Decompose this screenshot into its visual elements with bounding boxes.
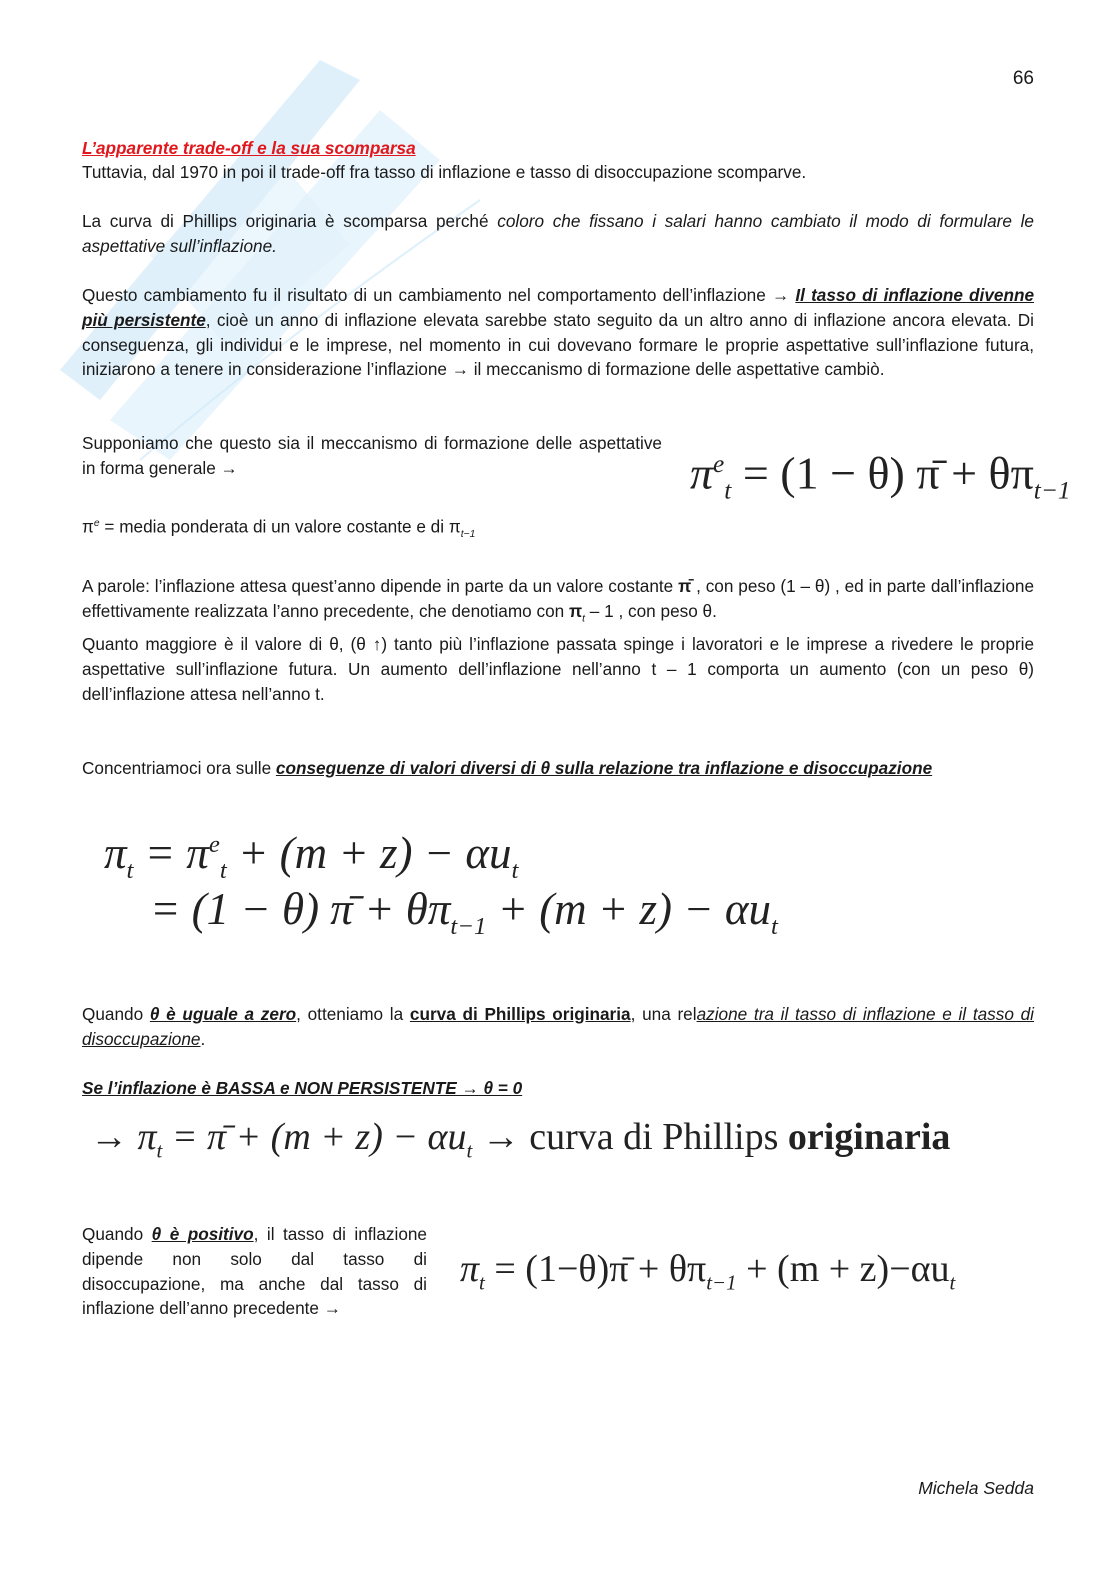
subscript-t-minus-1: t−1 bbox=[706, 1270, 737, 1295]
emphasis-text: θ è positivo bbox=[151, 1224, 254, 1244]
subscript-t: t bbox=[219, 857, 227, 884]
subscript-t: t bbox=[771, 913, 778, 940]
text-span: , otteniamo la bbox=[296, 1004, 410, 1024]
text-span: , una rel bbox=[630, 1004, 697, 1024]
subscript-t: t bbox=[582, 613, 586, 625]
equation-inflation-line-2 bbox=[150, 876, 778, 960]
author-footer: Michela Sedda bbox=[918, 1478, 1034, 1498]
emphasis-text: azione tra il tasso di inflazione e il tasso di disoccupazione bbox=[82, 1004, 1034, 1049]
subscript-t: t bbox=[126, 857, 134, 884]
subscript-t-minus-1: t−1 bbox=[460, 529, 476, 541]
equation-expectations bbox=[690, 434, 1071, 521]
text-span: Quando bbox=[82, 1004, 150, 1024]
subscript-t: t bbox=[511, 857, 519, 884]
equation-part: = π bbox=[133, 828, 209, 878]
paragraph-theta-effect: Quanto maggiore è il valore di θ, (θ ↑) tanto più l’inflazione passata spinge i lavoratori e le imprese a rivedere le proprie aspettative sull’inflazione futura. Un aumento dell’inflazione nell’anno t – 1 comporta un aumento (con un peso θ) dell’inflazione attesa nell’anno t. bbox=[82, 634, 1034, 704]
emphasis-text: curva di Phillips originaria bbox=[409, 1004, 631, 1024]
text-span: La curva di Phillips originaria è scomparsa perché bbox=[82, 211, 498, 231]
subscript-t: t bbox=[466, 1138, 473, 1163]
paragraph-theta-positive bbox=[82, 1222, 427, 1321]
subscript-t: t bbox=[479, 1270, 485, 1295]
text-span: – 1 , con peso θ. bbox=[585, 600, 717, 621]
pi-bar-symbol: π̄ bbox=[678, 576, 692, 596]
page-number: 66 bbox=[1012, 68, 1034, 89]
text-span: Concentriamoci ora sulle bbox=[82, 758, 276, 778]
text-span: , il tasso di inflazione dipende non solo dal tasso di disoccupazione, ma anche dal tasso di inflazione dell’anno precedente → bbox=[82, 1224, 427, 1319]
subscript-t-minus-1: t−1 bbox=[450, 913, 487, 940]
superscript-e: e bbox=[93, 518, 100, 529]
emphasis-text: coloro che fissano i salari hanno cambiato il modo di formulare le aspettative sull’inflazione. bbox=[82, 211, 1034, 256]
text-span: = media ponderata di un valore costante e di π bbox=[99, 516, 461, 537]
pi-symbol: π bbox=[82, 516, 94, 537]
paragraph-phillips-disappeared bbox=[82, 209, 1034, 259]
text-span: A parole: l’inflazione attesa quest’anno dipende in parte da un valore costante bbox=[82, 576, 679, 596]
text-span: Quando bbox=[82, 1224, 152, 1244]
subscript-t-minus-1: t−1 bbox=[1033, 476, 1071, 505]
text-span: , cioè un anno di inflazione elevata sarebbe stato seguito da un altro anno di inflazione ancora elevata. Di conseguenza, gli individui e le imprese, nel momento in cui dovevano formare le proprie aspettative sull’inflazione futura, iniziarono a tenere in considerazione l’inflazione → il meccanismo di formazione delle aspettative cambiò. bbox=[82, 309, 1034, 380]
pi-symbol: π bbox=[690, 447, 714, 499]
watermark-logo bbox=[20, 40, 540, 480]
pi-symbol: π bbox=[460, 1248, 480, 1290]
pi-symbol: π bbox=[104, 828, 127, 878]
paragraph-weighted-average bbox=[82, 512, 1034, 548]
equation-body: = (1 − θ) π̄ + θπ bbox=[731, 447, 1034, 499]
equation-part: = π̄ + (m + z) − αu bbox=[162, 1116, 467, 1158]
text-span: Questo cambiamento fu il risultato di un cambiamento nel comportamento dell’inflazione → bbox=[82, 285, 796, 305]
heading-low-inflation: Se l’inflazione è BASSA e NON PERSISTENTE → θ = 0 bbox=[82, 1078, 523, 1098]
equation-expectations-augmented bbox=[460, 1242, 955, 1310]
paragraph-in-words bbox=[82, 574, 1034, 632]
equation-text-bold: originaria bbox=[787, 1116, 951, 1158]
equation-original-phillips bbox=[90, 1108, 950, 1180]
subscript-t: t bbox=[724, 476, 732, 505]
equation-part: + (m + z) − αu bbox=[486, 884, 772, 934]
equation-part: + (m + z)−αu bbox=[736, 1248, 950, 1290]
pi-symbol: π bbox=[568, 600, 583, 621]
paragraph-trade-off: Tuttavia, dal 1970 in poi il trade-off fra tasso di inflazione e tasso di disoccupazione scomparve. bbox=[82, 162, 807, 182]
equation-part: = (1−θ)π̄ + θπ bbox=[484, 1248, 707, 1290]
paragraph-theta-zero bbox=[82, 1002, 1034, 1052]
superscript-e: e bbox=[208, 831, 220, 858]
text-span: , con peso (1 – θ) , ed in parte dall’inflazione effettivamente realizzata l’anno precedente, che denotiamo con bbox=[82, 576, 1035, 621]
equation-text: → curva di Phillips bbox=[472, 1116, 788, 1158]
subscript-t: t bbox=[949, 1270, 956, 1295]
paragraph-mechanism: Supponiamo che questo sia il meccanismo di formazione delle aspettative in forma generale → bbox=[82, 433, 662, 478]
emphasis-text: θ è uguale a zero bbox=[149, 1004, 297, 1024]
paragraph-persistence bbox=[82, 283, 1034, 382]
subscript-t: t bbox=[156, 1138, 163, 1163]
equation-part: + (m + z) − αu bbox=[226, 828, 512, 878]
section-title: L’apparente trade-off e la sua scomparsa bbox=[82, 138, 416, 158]
equation-part: → π bbox=[90, 1116, 157, 1158]
text-span: . bbox=[200, 1028, 206, 1049]
superscript-e: e bbox=[713, 450, 725, 478]
paragraph-consequences bbox=[82, 756, 1042, 781]
emphasis-text: conseguenze di valori diversi di θ sulla relazione tra inflazione e disoccupazione bbox=[275, 758, 933, 778]
equation-part: = (1 − θ) π̄ + θπ bbox=[150, 884, 451, 934]
emphasis-text: Il tasso di inflazione divenne più persistente bbox=[82, 285, 1035, 330]
